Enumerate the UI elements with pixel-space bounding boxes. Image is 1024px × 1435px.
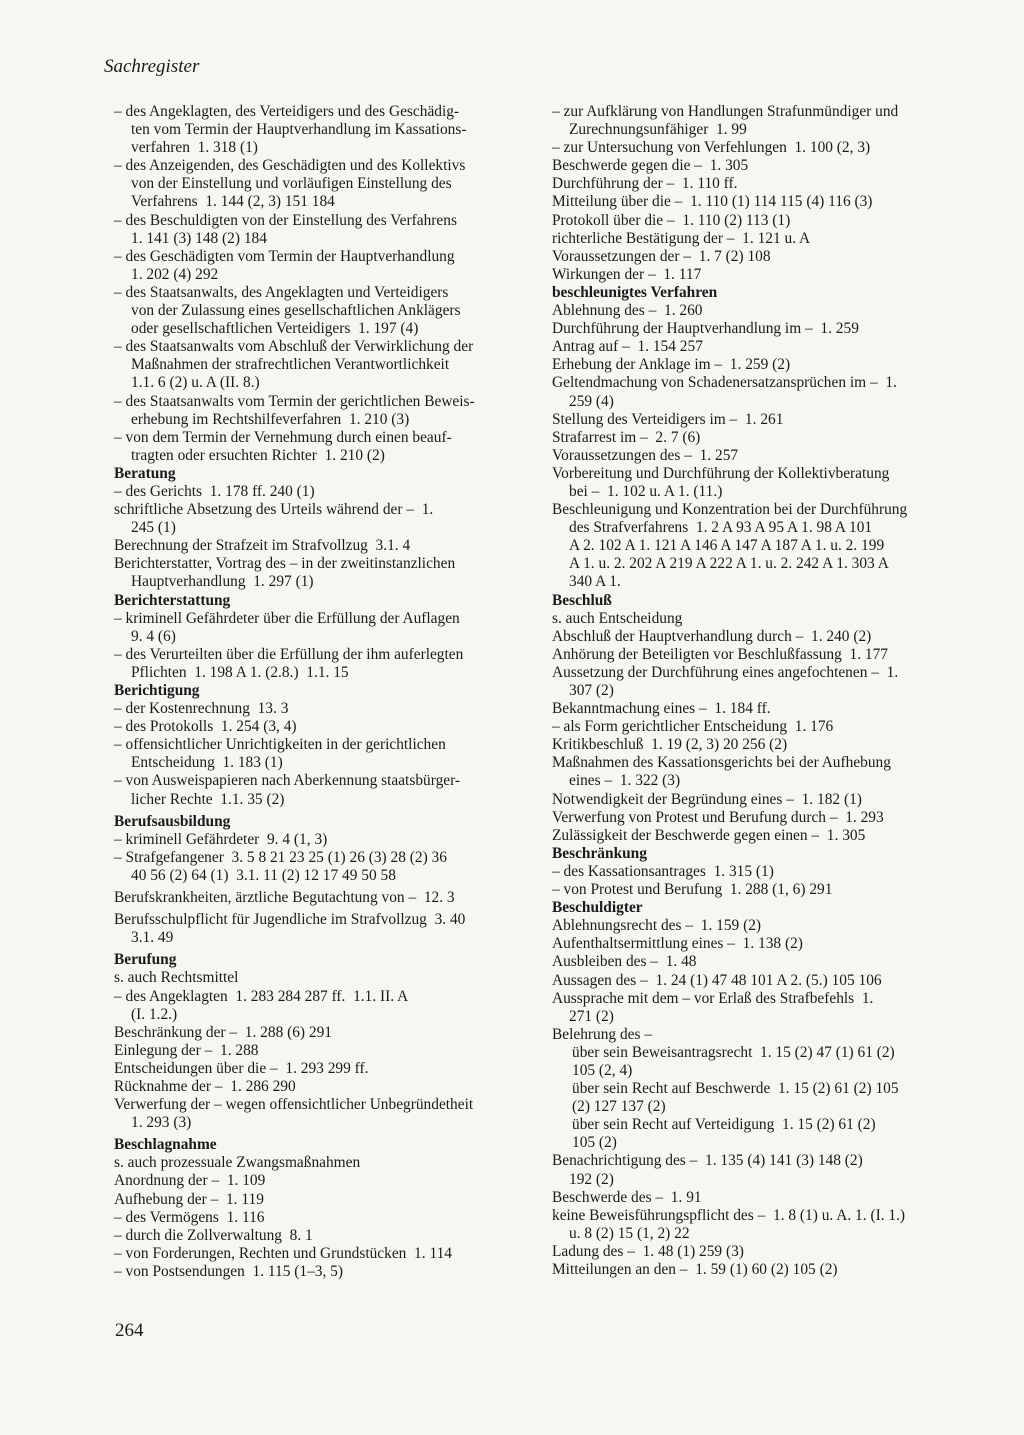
- index-entry-line: Beschwerde des – 1. 91: [552, 1188, 702, 1206]
- index-entry-line: Anordnung der – 1. 109: [114, 1172, 266, 1190]
- index-entry-line: Abschluß der Hauptverhandlung durch – 1. 240 (2): [552, 627, 872, 645]
- index-entry-line: tragten oder ersuchten Richter 1. 210 (2): [131, 446, 385, 464]
- index-entry-line: – kriminell Gefährdeter über die Erfüllung der Auflagen: [114, 609, 460, 627]
- index-entry-line: s. auch prozessuale Zwangsmaßnahmen: [114, 1154, 361, 1172]
- index-entry-line: Erhebung der Anklage im – 1. 259 (2): [552, 356, 791, 374]
- index-entry-line: – des Angeklagten, des Verteidigers und des Geschädig-: [114, 103, 460, 120]
- index-entry-line: des Strafverfahrens 1. 2 A 93 A 95 A 1. 98 A 101: [569, 519, 873, 537]
- index-entry-line: Ablehnung des – 1. 260: [552, 302, 703, 320]
- index-entry-line: – des Protokolls 1. 254 (3, 4): [114, 718, 297, 736]
- index-entry-line: erhebung im Rechtshilfeverfahren 1. 210 (3): [131, 410, 410, 428]
- index-entry-line: 1. 202 (4) 292: [131, 265, 219, 283]
- index-entry-line: A 2. 102 A 1. 121 A 146 A 147 A 187 A 1. u. 2. 199: [569, 537, 885, 555]
- index-entry-line: Zulässigkeit der Beschwerde gegen einen – 1. 305: [552, 826, 866, 844]
- index-entry-line: Hauptverhandlung 1. 297 (1): [131, 573, 314, 591]
- index-entry-line: Entscheidung 1. 183 (1): [131, 754, 283, 772]
- index-entry-line: Beschwerde gegen die – 1. 305: [552, 157, 749, 175]
- index-entry-line: 9. 4 (6): [131, 627, 176, 645]
- index-entry-line: – Strafgefangener 3. 5 8 21 23 25 (1) 26 (3) 28 (2) 36: [114, 848, 447, 866]
- index-entry-line: 271 (2): [569, 1007, 614, 1025]
- index-heading: Beschuldigter: [552, 899, 643, 917]
- index-entry-line: – der Kostenrechnung 13. 3: [114, 700, 289, 718]
- index-heading: Beschränkung: [552, 844, 647, 862]
- index-entry-line: – des Geschädigten vom Termin der Hauptverhandlung: [114, 247, 455, 265]
- index-column-right: [552, 103, 972, 1279]
- index-entry-line: 307 (2): [569, 682, 614, 699]
- index-entry-line: Bekanntmachung eines – 1. 184 ff.: [552, 700, 771, 718]
- index-entry-line: s. auch Rechtsmittel: [114, 969, 239, 987]
- running-head: Sachregister: [104, 56, 200, 77]
- index-entry-line: Verwerfung von Protest und Berufung durch – 1. 293: [552, 808, 884, 826]
- index-entry-line: Ausbleiben des – 1. 48: [552, 953, 697, 971]
- index-entry-line: Ladung des – 1. 48 (1) 259 (3): [552, 1242, 744, 1260]
- index-entry-line: Durchführung der Hauptverhandlung im – 1. 259: [552, 320, 859, 338]
- index-entry-line: Verfahrens 1. 144 (2, 3) 151 184: [131, 193, 335, 211]
- index-entry-line: ten vom Termin der Hauptverhandlung im Kassations-: [131, 121, 467, 139]
- index-heading: Berichtigung: [114, 682, 200, 699]
- index-entry-line: A 1. u. 2. 202 A 219 A 222 A 1. u. 2. 242 A 1. 303 A: [569, 555, 889, 573]
- index-entry-line: – des Beschuldigten von der Einstellung des Verfahrens: [114, 211, 457, 229]
- index-heading: beschleunigtes Verfahren: [552, 283, 718, 301]
- index-entry-line: Belehrung des –: [552, 1025, 653, 1043]
- index-entry-line: – zur Untersuchung von Verfehlungen 1. 100 (2, 3): [552, 139, 871, 157]
- index-entry-line: oder gesellschaftlichen Verteidigers 1. 197 (4): [131, 320, 419, 338]
- index-entry-line: 259 (4): [569, 392, 614, 410]
- index-entry-line: 3.1. 49: [131, 929, 174, 947]
- index-entry-line: – offensichtlicher Unrichtigkeiten in der gerichtlichen: [114, 736, 446, 754]
- index-heading: Berichterstattung: [114, 591, 231, 609]
- index-entry-line: Anhörung der Beteiligten vor Beschlußfassung 1. 177: [552, 645, 888, 663]
- index-entry-line: 1. 141 (3) 148 (2) 184: [131, 229, 267, 247]
- index-entry-line: licher Rechte 1.1. 35 (2): [131, 790, 285, 808]
- index-entry-line: Notwendigkeit der Begründung eines – 1. 182 (1): [552, 790, 862, 808]
- index-entry-line: Aufhebung der – 1. 119: [114, 1190, 264, 1208]
- index-entry-line: – des Verurteilten über die Erfüllung der ihm auferlegten: [114, 645, 464, 663]
- index-entry-line: Berufskrankheiten, ärztliche Begutachtung von – 12. 3: [114, 889, 455, 907]
- index-entry-line: – des Staatsanwalts vom Abschluß der Verwirklichung der: [114, 338, 474, 356]
- index-entry-line: Rücknahme der – 1. 286 290: [114, 1077, 296, 1095]
- index-entry-line: Geltendmachung von Schadenersatzansprüchen im – 1.: [552, 374, 897, 392]
- index-entry-line: Pflichten 1. 198 A 1. (2.8.) 1.1. 15: [131, 663, 349, 681]
- index-entry-line: 1. 293 (3): [131, 1114, 192, 1132]
- index-entry-line: Aufenthaltsermittlung eines – 1. 138 (2): [552, 935, 803, 953]
- index-entry-line: (I. 1.2.): [131, 1005, 178, 1023]
- index-entry-line: richterliche Bestätigung der – 1. 121 u. A: [552, 229, 811, 247]
- index-entry-line: 105 (2, 4): [572, 1061, 633, 1079]
- index-entry-line: über sein Beweisantragsrecht 1. 15 (2) 47 (1) 61 (2): [572, 1043, 895, 1061]
- index-entry-line: Kritikbeschluß 1. 19 (2, 3) 20 256 (2): [552, 736, 788, 754]
- index-entry-line: – kriminell Gefährdeter 9. 4 (1, 3): [114, 830, 328, 848]
- page-number: 264: [115, 1320, 144, 1341]
- index-entry-line: Aussagen des – 1. 24 (1) 47 48 101 A 2. (5.) 105 106: [552, 971, 882, 989]
- index-entry-line: Berufsschulpflicht für Jugendliche im Strafvollzug 3. 40: [114, 911, 466, 929]
- index-entry-line: – von dem Termin der Vernehmung durch einen beauf-: [114, 428, 452, 446]
- index-entry-line: – des Vermögens 1. 116: [114, 1208, 265, 1226]
- index-heading: Beschluß: [552, 591, 612, 609]
- index-entry-line: Entscheidungen über die – 1. 293 299 ff.: [114, 1059, 369, 1077]
- index-entry-line: – von Forderungen, Rechten und Grundstücken 1. 114: [114, 1244, 452, 1262]
- index-entry-line: – des Staatsanwalts, des Angeklagten und Verteidigers: [114, 283, 449, 301]
- index-entry-line: schriftliche Absetzung des Urteils während der – 1.: [114, 501, 434, 519]
- index-entry-line: Protokoll über die – 1. 110 (2) 113 (1): [552, 211, 791, 229]
- index-entry-line: (2) 127 137 (2): [572, 1098, 666, 1116]
- index-heading: Beschlagnahme: [114, 1136, 217, 1154]
- index-entry-line: – des Anzeigenden, des Geschädigten und des Kollektivs: [114, 157, 466, 175]
- index-entry-line: Beschleunigung und Konzentration bei der Durchführung: [552, 501, 908, 519]
- index-entry-line: Mitteilungen an den – 1. 59 (1) 60 (2) 105 (2): [552, 1261, 838, 1278]
- index-entry-line: bei – 1. 102 u. A 1. (11.): [569, 482, 723, 500]
- index-entry-line: Verwerfung der – wegen offensichtlicher Unbegründetheit: [114, 1096, 474, 1114]
- index-entry-line: 192 (2): [569, 1170, 614, 1188]
- index-heading: Berufung: [114, 951, 177, 969]
- index-entry-line: – von Protest und Berufung 1. 288 (1, 6) 291: [552, 881, 833, 899]
- index-entry-line: über sein Recht auf Verteidigung 1. 15 (2) 61 (2): [572, 1116, 876, 1134]
- index-entry-line: eines – 1. 322 (3): [569, 772, 681, 790]
- index-entry-line: Voraussetzungen der – 1. 7 (2) 108: [552, 247, 771, 265]
- index-entry-line: Aussetzung der Durchführung eines angefochtenen – 1.: [552, 663, 899, 681]
- index-entry-line: Zurechnungsunfähiger 1. 99: [569, 121, 747, 139]
- index-entry-line: Strafarrest im – 2. 7 (6): [552, 428, 701, 446]
- index-entry-line: Voraussetzungen des – 1. 257: [552, 446, 739, 464]
- index-entry-line: – des Kassationsantrages 1. 315 (1): [552, 862, 774, 880]
- index-entry-line: 40 56 (2) 64 (1) 3.1. 11 (2) 12 17 49 50 58: [131, 866, 396, 884]
- index-entry-line: 1.1. 6 (2) u. A (II. 8.): [131, 374, 260, 392]
- index-entry-line: – von Postsendungen 1. 115 (1–3, 5): [114, 1262, 343, 1280]
- index-heading: Berufsausbildung: [114, 812, 231, 830]
- index-entry-line: keine Beweisführungspflicht des – 1. 8 (1) u. A. 1. (I. 1.): [552, 1206, 906, 1224]
- index-entry-line: Vorbereitung und Durchführung der Kollektivberatung: [552, 464, 890, 482]
- index-entry-line: – des Angeklagten 1. 283 284 287 ff. 1.1. II. A: [114, 987, 409, 1005]
- index-entry-line: Stellung des Verteidigers im – 1. 261: [552, 410, 784, 428]
- index-entry-line: – des Staatsanwalts vom Termin der gerichtlichen Beweis-: [114, 392, 475, 410]
- index-entry-line: 340 A 1.: [569, 573, 621, 591]
- index-entry-line: s. auch Entscheidung: [552, 609, 683, 627]
- index-entry-line: von der Einstellung und vorläufigen Einstellung des: [131, 175, 452, 193]
- index-entry-line: – des Gerichts 1. 178 ff. 240 (1): [114, 482, 315, 500]
- index-entry-line: über sein Recht auf Beschwerde 1. 15 (2) 61 (2) 105: [572, 1080, 899, 1098]
- index-entry-line: Maßnahmen der strafrechtlichen Verantwortlichkeit: [131, 356, 450, 374]
- index-entry-line: Berichterstatter, Vortrag des – in der zweitinstanzlichen: [114, 555, 456, 573]
- index-entry-line: von der Zulassung eines gesellschaftlichen Anklägers: [131, 302, 461, 320]
- index-heading: Beratung: [114, 464, 176, 482]
- index-entry-line: Antrag auf – 1. 154 257: [552, 338, 703, 356]
- index-entry-line: – von Ausweispapieren nach Aberkennung staatsbürger-: [114, 772, 461, 790]
- index-entry-line: – als Form gerichtlicher Entscheidung 1. 176: [552, 718, 834, 736]
- index-entry-line: Maßnahmen des Kassationsgerichts bei der Aufhebung: [552, 754, 891, 772]
- index-entry-line: verfahren 1. 318 (1): [131, 139, 258, 157]
- index-entry-line: Durchführung der – 1. 110 ff.: [552, 175, 738, 193]
- index-entry-line: Mitteilung über die – 1. 110 (1) 114 115 (4) 116 (3): [552, 193, 873, 211]
- index-entry-line: – durch die Zollverwaltung 8. 1: [114, 1226, 313, 1244]
- index-entry-line: Aussprache mit dem – vor Erlaß des Strafbefehls 1.: [552, 989, 874, 1007]
- index-entry-line: 105 (2): [572, 1134, 617, 1152]
- index-entry-line: u. 8 (2) 15 (1, 2) 22: [569, 1224, 690, 1242]
- index-entry-line: 245 (1): [131, 519, 176, 537]
- index-column-left: [114, 103, 534, 1281]
- index-entry-line: Einlegung der – 1. 288: [114, 1041, 259, 1059]
- index-entry-line: Berechnung der Strafzeit im Strafvollzug 3.1. 4: [114, 537, 411, 555]
- index-entry-line: – zur Aufklärung von Handlungen Strafunmündiger und: [552, 103, 899, 120]
- index-entry-line: Ablehnungsrecht des – 1. 159 (2): [552, 917, 762, 935]
- index-entry-line: Benachrichtigung des – 1. 135 (4) 141 (3) 148 (2): [552, 1152, 863, 1170]
- index-entry-line: Beschränkung der – 1. 288 (6) 291: [114, 1023, 332, 1041]
- index-entry-line: Wirkungen der – 1. 117: [552, 265, 702, 283]
